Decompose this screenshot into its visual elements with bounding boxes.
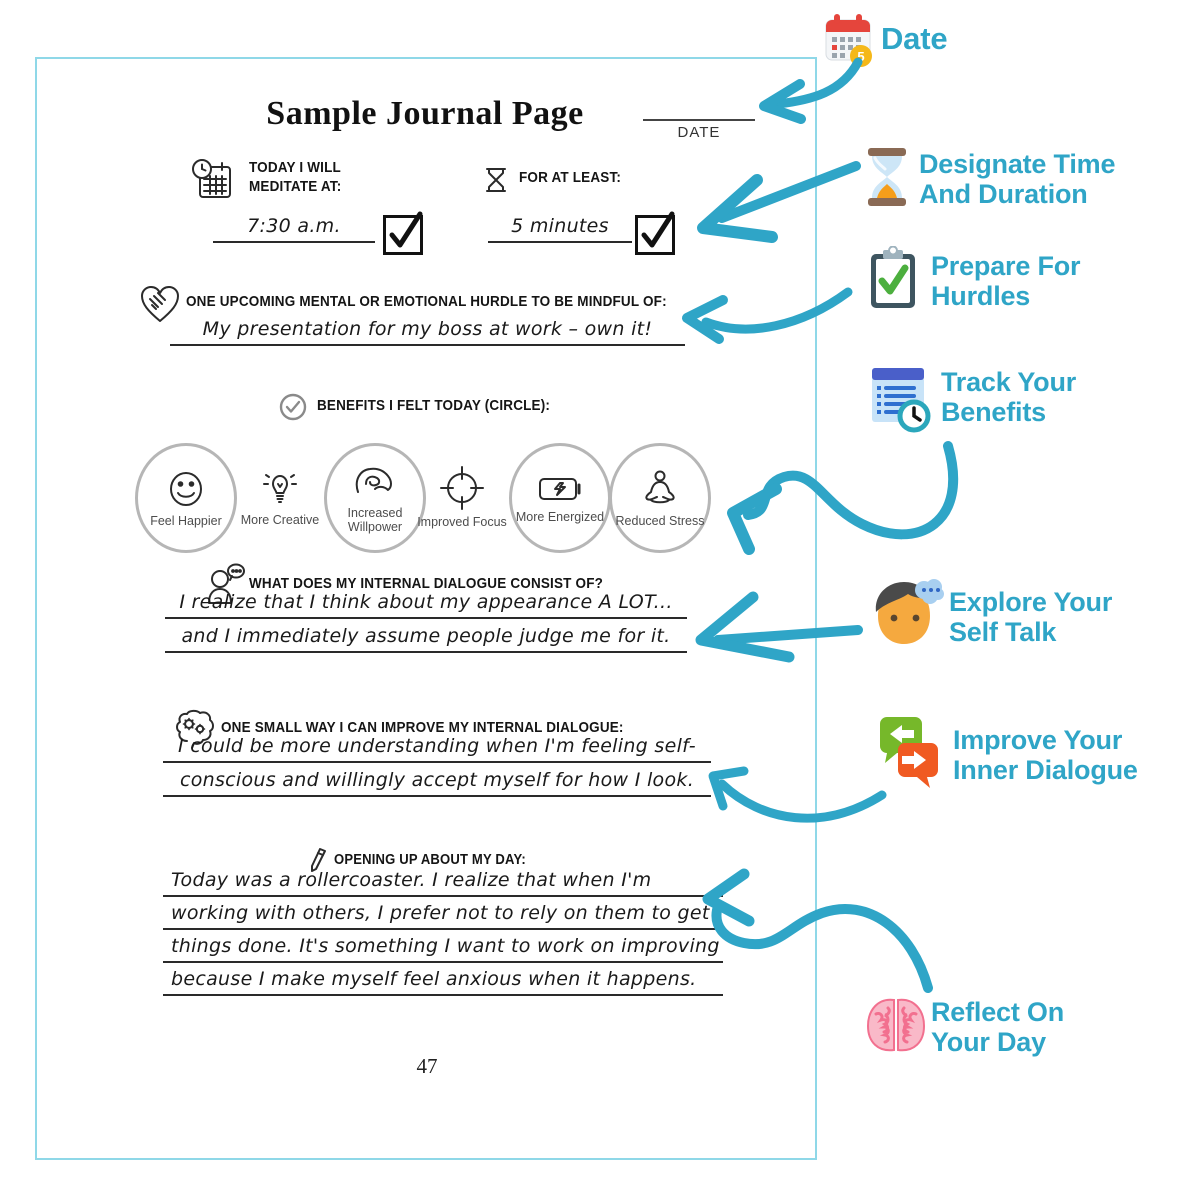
dialogue-line-1[interactable]: I realize that I think about my appearance A LOT... (165, 587, 687, 619)
benefit-increased-willpower[interactable]: Increased Willpower (323, 443, 427, 553)
hourglass-line-icon (482, 165, 510, 195)
check-mark (388, 220, 418, 250)
improve-line-2[interactable]: conscious and willingly accept myself for how I look. (163, 765, 711, 797)
dialogue-heading: WHAT DOES MY INTERNAL DIALOGUE CONSIST OF? (249, 575, 604, 592)
page-title: Sample Journal Page (266, 95, 584, 132)
date-write-line[interactable] (643, 99, 755, 121)
brain-icon (864, 994, 928, 1056)
meditate-time-field[interactable]: 7:30 a.m. (213, 211, 375, 243)
hourglass-icon (860, 146, 914, 208)
chat-arrows-icon (874, 714, 944, 790)
flex-arm-icon (352, 462, 398, 502)
calendar-date-icon (820, 10, 880, 70)
annotation-date: Date (881, 21, 948, 56)
hurdle-heading: ONE UPCOMING MENTAL OR EMOTIONAL HURDLE TO BE MINDFUL OF: (186, 293, 667, 310)
meditation-icon (639, 468, 681, 510)
annotation-improve-dialogue: Improve Your Inner Dialogue (953, 725, 1138, 785)
circle-check-icon (278, 392, 308, 422)
benefit-reduced-stress[interactable]: Reduced Stress (608, 443, 712, 553)
clipboard-check-icon (865, 246, 921, 312)
annotation-explore-self-talk: Explore Your Self Talk (949, 587, 1113, 647)
date-field[interactable] (643, 99, 755, 142)
journal-page (35, 57, 817, 1160)
date-label: DATE (677, 124, 721, 141)
meditate-heading: TODAY I WILL MEDITATE AT: (249, 159, 342, 195)
lightbulb-icon (259, 467, 301, 509)
page-number: 47 (416, 1054, 438, 1078)
improve-line-1[interactable]: I could be more understanding when I'm feeling self- (163, 731, 711, 763)
benefits-row (37, 443, 815, 558)
check-mark (640, 220, 670, 250)
duration-checkbox[interactable] (635, 215, 675, 255)
opening-line-4[interactable]: because I make myself feel anxious when it happens. (163, 964, 723, 996)
benefits-list-icon (868, 364, 934, 434)
opening-line-2[interactable]: working with others, I prefer not to rely on them to get (163, 898, 723, 930)
annotation-reflect-day: Reflect On Your Day (931, 997, 1065, 1057)
hurdle-field[interactable]: My presentation for my boss at work – own it! (170, 314, 685, 346)
benefit-more-energized[interactable]: More Energized (508, 443, 612, 553)
dialogue-line-2[interactable]: and I immediately assume people judge me for it. (165, 621, 687, 653)
meditate-checkbox[interactable] (383, 215, 423, 255)
battery-icon (536, 472, 584, 506)
annotation-designate-time: Designate Time And Duration (919, 149, 1116, 209)
opening-line-1[interactable]: Today was a rollercoaster. I realize that when I'm (163, 865, 723, 897)
annotation-track-benefits: Track Your Benefits (941, 367, 1077, 427)
smiley-icon (165, 468, 207, 510)
duration-heading: FOR AT LEAST: (519, 169, 622, 186)
improve-heading: ONE SMALL WAY I CAN IMPROVE MY INTERNAL DIALOGUE: (221, 719, 624, 736)
duration-field[interactable]: 5 minutes (488, 211, 632, 243)
benefit-more-creative[interactable]: More Creative (228, 445, 332, 549)
calendar-clock-icon (190, 157, 236, 203)
benefit-improved-focus[interactable]: Improved Focus (410, 445, 514, 549)
crosshair-icon (439, 465, 485, 511)
annotation-prepare-hurdles: Prepare For Hurdles (931, 251, 1081, 311)
benefit-feel-happier[interactable]: Feel Happier (134, 443, 238, 553)
benefits-heading: BENEFITS I FELT TODAY (CIRCLE): (317, 397, 551, 414)
svg-text:5: 5 (857, 49, 865, 64)
opening-heading: OPENING UP ABOUT MY DAY: (334, 852, 526, 868)
self-talk-face-icon (868, 578, 944, 650)
opening-line-3[interactable]: things done. It's something I want to work on improving (163, 931, 723, 963)
